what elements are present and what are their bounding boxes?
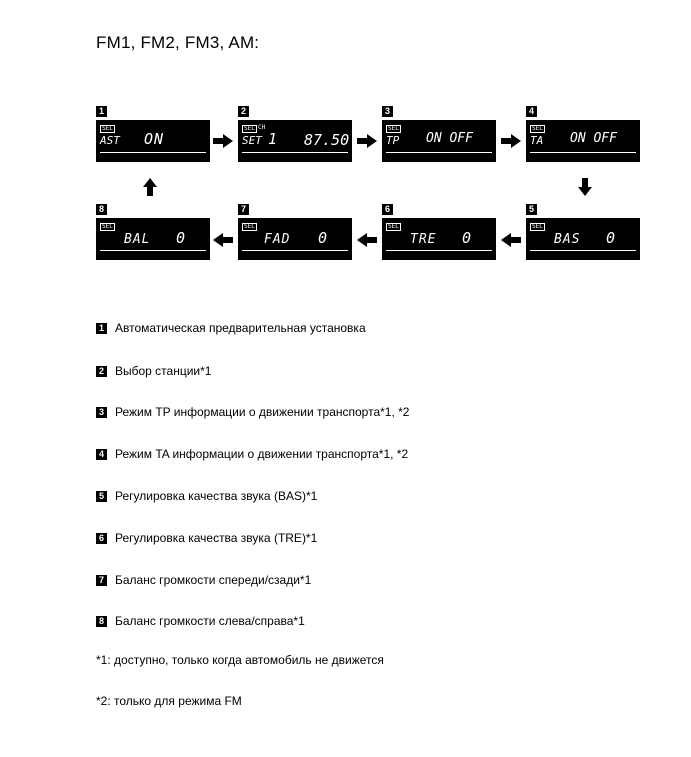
display-mode-label: TRE <box>410 232 437 247</box>
arrow-left-icon <box>501 233 521 247</box>
legend-number-badge: 7 <box>96 575 107 586</box>
display-mode-label: FAD <box>264 232 291 247</box>
display-screen <box>382 218 496 260</box>
display-level: 0 <box>318 229 328 247</box>
display-label: AST <box>100 134 120 147</box>
step-number-badge: 4 <box>526 106 537 117</box>
display-screen <box>526 218 640 260</box>
display-screen <box>238 120 352 162</box>
legend-number-badge: 5 <box>96 491 107 502</box>
arrow-down-icon <box>578 178 592 196</box>
footnote-2: *2: только для режима FM <box>96 694 242 708</box>
arrow-right-icon <box>357 134 377 148</box>
sel-icon: SEL <box>388 223 399 230</box>
step-number-badge: 8 <box>96 204 107 215</box>
step-number-badge: 6 <box>382 204 393 215</box>
legend-text: Регулировка качества звука (BAS)*1 <box>115 489 318 503</box>
step-number-badge: 1 <box>96 106 107 117</box>
legend-item <box>96 489 317 503</box>
display-value: ON <box>144 130 165 148</box>
display-underline <box>386 152 492 153</box>
sel-icon: SEL <box>244 223 255 230</box>
display-sub-label: CH <box>258 124 266 131</box>
footnote-1: *1: доступно, только когда автомобиль не движется <box>96 653 384 667</box>
step-number-badge: 2 <box>238 106 249 117</box>
sel-icon: SEL <box>244 125 255 132</box>
step-number-badge: 7 <box>238 204 249 215</box>
legend-item <box>96 614 305 628</box>
legend-item <box>96 364 211 378</box>
legend-item <box>96 321 366 335</box>
sel-icon: SEL <box>102 125 113 132</box>
display-screen <box>238 218 352 260</box>
display-screen <box>526 120 640 162</box>
sel-icon: SEL <box>102 223 113 230</box>
legend-text: Баланс громкости слева/справа*1 <box>115 614 305 628</box>
step-number-badge: 3 <box>382 106 393 117</box>
display-level: 0 <box>176 229 186 247</box>
display-underline <box>242 152 348 153</box>
step-number-badge: 5 <box>526 204 537 215</box>
display-frequency: 87.50 <box>304 131 350 149</box>
legend-number-badge: 1 <box>96 323 107 334</box>
legend-text: Баланс громкости спереди/сзади*1 <box>115 573 312 587</box>
legend-item <box>96 531 317 545</box>
display-value: ON OFF <box>426 131 473 146</box>
display-underline <box>242 250 348 251</box>
arrow-left-icon <box>357 233 377 247</box>
legend-item <box>96 447 408 461</box>
legend-number-badge: 8 <box>96 616 107 627</box>
legend-number-badge: 4 <box>96 449 107 460</box>
display-value: 1 <box>268 130 279 148</box>
legend-text: Регулировка качества звука (TRE)*1 <box>115 531 318 545</box>
display-underline <box>530 250 636 251</box>
display-screen <box>382 120 496 162</box>
legend-number-badge: 6 <box>96 533 107 544</box>
display-label: SET <box>242 134 262 147</box>
page-title: FM1, FM2, FM3, AM: <box>96 33 260 52</box>
arrow-left-icon <box>213 233 233 247</box>
display-screen <box>96 218 210 260</box>
display-level: 0 <box>606 229 616 247</box>
display-value: ON OFF <box>570 131 617 146</box>
sel-icon: SEL <box>388 125 399 132</box>
display-level: 0 <box>462 229 472 247</box>
legend-text: Режим TP информации о движении транспорта*1, *2 <box>115 405 410 419</box>
legend-item <box>96 573 311 587</box>
display-mode-label: BAL <box>124 232 151 247</box>
display-underline <box>530 152 636 153</box>
arrow-right-icon <box>501 134 521 148</box>
display-screen <box>96 120 210 162</box>
legend-text: Режим TA информации о движении транспорта*1, *2 <box>115 447 409 461</box>
display-underline <box>386 250 492 251</box>
legend-number-badge: 2 <box>96 366 107 377</box>
legend-number-badge: 3 <box>96 407 107 418</box>
arrow-right-icon <box>213 134 233 148</box>
display-underline <box>100 250 206 251</box>
display-label: TA <box>530 134 544 147</box>
display-mode-label: BAS <box>554 232 581 247</box>
legend-text: Выбор станции*1 <box>115 364 212 378</box>
legend-text: Автоматическая предварительная установка <box>115 321 366 335</box>
sel-icon: SEL <box>532 223 543 230</box>
arrow-up-icon <box>143 178 157 196</box>
legend-item <box>96 405 409 419</box>
display-label: TP <box>386 134 400 147</box>
sel-icon: SEL <box>532 125 543 132</box>
display-underline <box>100 152 206 153</box>
